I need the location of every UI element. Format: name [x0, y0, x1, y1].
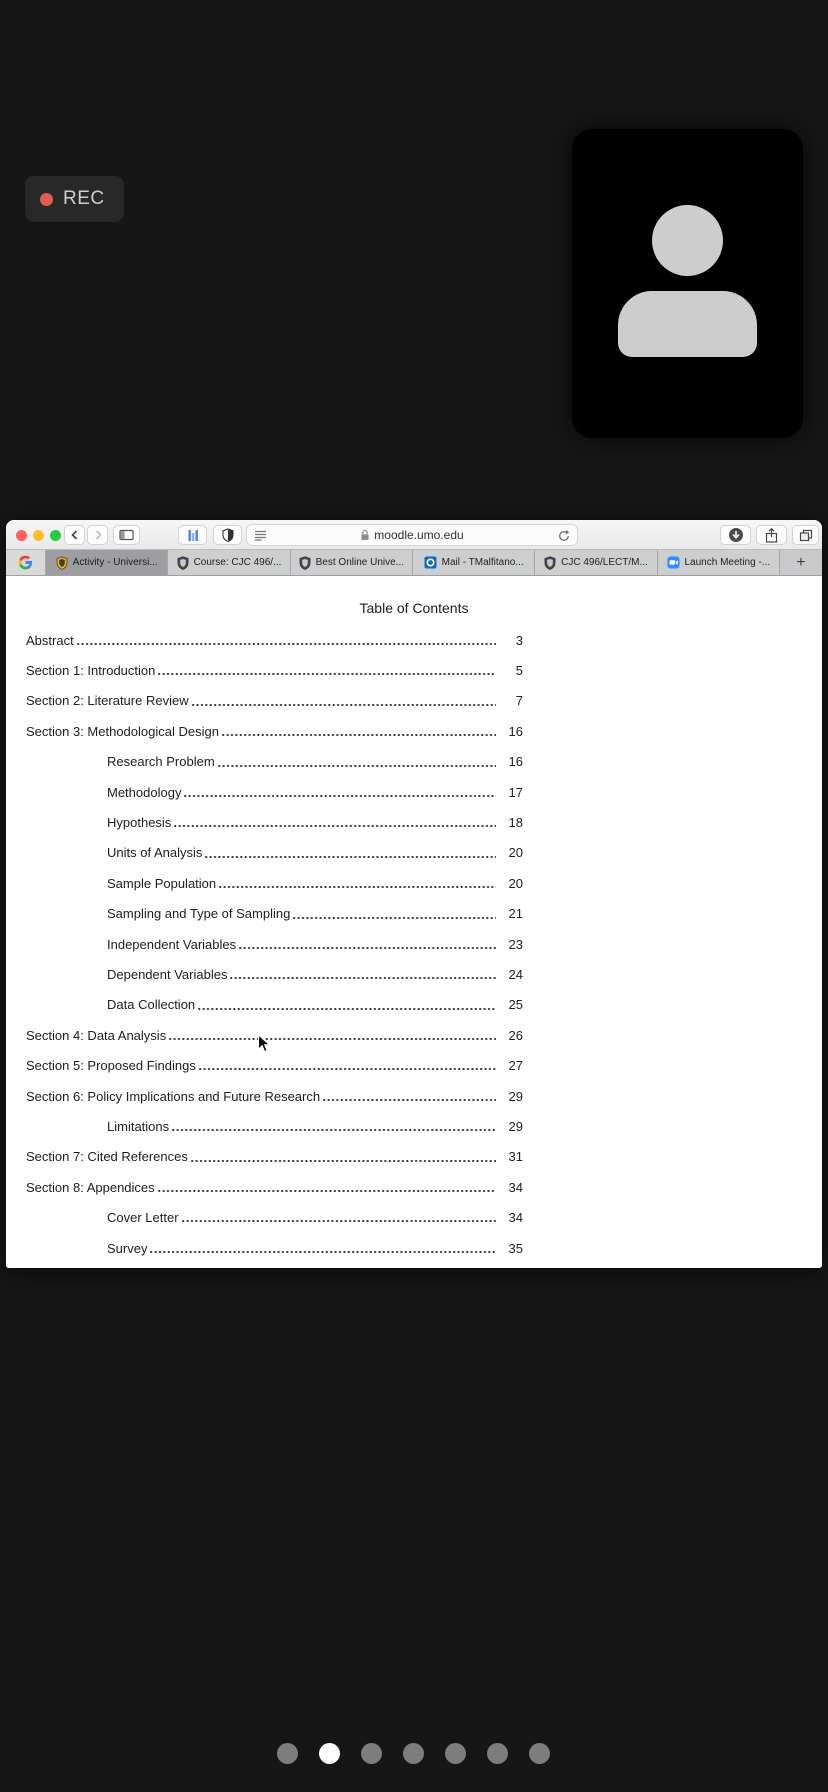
toc-entry: [26, 1202, 523, 1232]
shield-icon: [222, 528, 234, 542]
toc-entry: [26, 838, 523, 868]
toc-entry: [26, 929, 523, 959]
browser-window: [6, 520, 822, 1268]
toc-entry: [26, 777, 523, 807]
share-button[interactable]: [756, 525, 787, 545]
toc-entry-label: Section 4: Data Analysis: [26, 1027, 167, 1043]
tab-favicon-icon: [56, 556, 68, 570]
tab-favicon-icon: [299, 556, 311, 570]
toc-entry-page-number: 17: [508, 784, 523, 800]
document-page: [6, 576, 822, 1268]
toc-entry-page-number: 5: [515, 663, 523, 679]
avatar-torso-icon: [618, 291, 757, 357]
toc-dot-leader: [156, 655, 496, 685]
tabs-icon: [799, 529, 813, 542]
tab-favicon-icon: [667, 556, 680, 569]
toc-dot-leader: [190, 686, 496, 716]
toc-dot-leader: [197, 1050, 496, 1080]
toc-entry: [26, 807, 523, 837]
toc-dot-leader: [203, 838, 496, 868]
recording-label: REC: [63, 188, 105, 209]
document-title: Table of Contents: [359, 600, 469, 616]
toc-entry-page-number: 31: [508, 1149, 523, 1165]
toc-dot-leader: [170, 1111, 496, 1141]
tab-favicon-icon: [424, 556, 437, 569]
toc-dot-leader: [182, 777, 496, 807]
google-favicon: [18, 555, 33, 570]
toc-dot-leader: [217, 868, 496, 898]
download-icon: [728, 527, 744, 543]
toc-entry-page-number: 29: [508, 1088, 523, 1104]
toc-entry-page-number: 20: [508, 845, 523, 861]
browser-tab[interactable]: Best Online Unive...: [291, 550, 413, 575]
page-dot-4[interactable]: [403, 1743, 424, 1764]
page-dot-7[interactable]: [529, 1743, 550, 1764]
window-zoom-button[interactable]: [50, 530, 61, 541]
extension-button-shield[interactable]: [213, 525, 242, 545]
cursor-arrow-icon: [257, 1034, 271, 1054]
toc-entry: [26, 747, 523, 777]
recording-dot-icon: [40, 193, 53, 206]
browser-tab[interactable]: Launch Meeting -...: [658, 550, 780, 575]
toc-entry: [26, 1233, 523, 1263]
address-bar[interactable]: [246, 524, 578, 546]
toc-entry-page-number: 24: [508, 966, 523, 982]
back-button[interactable]: [64, 525, 85, 545]
toc-dot-leader: [216, 747, 496, 777]
toc-entry-label: Section 3: Methodological Design: [26, 723, 219, 739]
refresh-icon: [558, 530, 570, 542]
page-indicator-dots: [277, 1743, 550, 1764]
toc-entry-label: Section 1: Introduction: [26, 663, 156, 679]
avatar-head-icon: [652, 205, 723, 276]
toc-entry: [26, 1142, 523, 1172]
toc-dot-leader: [156, 1172, 496, 1202]
toc-dot-leader: [148, 1233, 496, 1263]
toc-entry-page-number: 20: [508, 875, 523, 891]
toc-entry-page-number: 26: [508, 1027, 523, 1043]
page-dot-1[interactable]: [277, 1743, 298, 1764]
toc-entry-page-number: 35: [508, 1240, 523, 1256]
tab-favicon-icon: [177, 556, 189, 570]
toc-entry: [26, 1172, 523, 1202]
toc-dot-leader: [291, 899, 496, 929]
toc-entry-page-number: 34: [508, 1210, 523, 1226]
toc-entry-label: Section 8: Appendices: [26, 1179, 155, 1195]
toc-entry-page-number: 7: [515, 693, 523, 709]
toc-entry-page-number: 25: [508, 997, 523, 1013]
forward-button[interactable]: [87, 525, 108, 545]
toc-entry: [26, 959, 523, 989]
toc-dot-leader: [220, 716, 496, 746]
toc-entry: [26, 1111, 523, 1141]
toc-entry-label: Hypothesis: [107, 815, 172, 831]
table-of-contents: [26, 625, 523, 1263]
toc-entry-label: Research Problem: [107, 754, 215, 770]
sidebar-toggle-button[interactable]: [113, 525, 140, 545]
toc-entry-label: Dependent Variables: [107, 966, 228, 982]
toc-entry: [26, 1081, 523, 1111]
toc-entry-page-number: 29: [508, 1118, 523, 1134]
toc-entry-label: Section 7: Cited References: [26, 1149, 188, 1165]
webcam-tile: [572, 129, 803, 438]
toc-entry-page-number: 27: [508, 1058, 523, 1074]
browser-tab[interactable]: Activity - Universi...: [46, 550, 168, 575]
toc-dot-leader: [237, 929, 496, 959]
window-minimize-button[interactable]: [33, 530, 44, 541]
toc-entry: [26, 868, 523, 898]
browser-tab[interactable]: Mail - TMalfitano...: [413, 550, 535, 575]
toc-dot-leader: [75, 625, 496, 655]
toc-entry: [26, 625, 523, 655]
url-text: moodle.umo.edu: [374, 528, 464, 542]
toc-entry: [26, 716, 523, 746]
chevron-left-icon: [69, 529, 81, 541]
downloads-button[interactable]: [720, 525, 751, 545]
toc-dot-leader: [196, 990, 496, 1020]
toc-entry: [26, 655, 523, 685]
toc-entry-page-number: 23: [508, 936, 523, 952]
recording-badge: [25, 176, 124, 222]
share-icon: [765, 528, 778, 543]
toc-entry: [26, 899, 523, 929]
toc-dot-leader: [167, 1020, 496, 1050]
page-dot-6[interactable]: [487, 1743, 508, 1764]
toc-entry-label: Survey: [107, 1240, 148, 1256]
tab-overview-button[interactable]: [792, 525, 819, 545]
toc-dot-leader: [172, 807, 496, 837]
toc-entry: [26, 1050, 523, 1080]
refresh-button[interactable]: [558, 530, 570, 542]
page-dot-5[interactable]: [445, 1743, 466, 1764]
toc-entry-label: Abstract: [26, 632, 74, 648]
toc-entry-page-number: 3: [515, 632, 523, 648]
browser-tab[interactable]: Course: CJC 496/...: [168, 550, 290, 575]
toc-entry-page-number: 21: [508, 906, 523, 922]
toc-entry-label: Units of Analysis: [107, 845, 203, 861]
blue-bars-icon: [187, 529, 199, 542]
toc-entry: [26, 1020, 523, 1050]
page-dot-2[interactable]: [319, 1743, 340, 1764]
toc-dot-leader: [228, 959, 496, 989]
new-tab-button[interactable]: +: [796, 553, 806, 571]
window-close-button[interactable]: [16, 530, 27, 541]
pinned-tab-google[interactable]: [6, 550, 46, 575]
page-dot-3[interactable]: [361, 1743, 382, 1764]
toc-entry-page-number: 16: [508, 754, 523, 770]
toc-entry: [26, 686, 523, 716]
toc-entry-label: Section 5: Proposed Findings: [26, 1058, 196, 1074]
toc-entry-label: Limitations: [107, 1118, 170, 1134]
toc-entry-label: Section 6: Policy Implications and Future Research: [26, 1088, 321, 1104]
tab-bar: [6, 550, 822, 576]
extension-button-bars[interactable]: [178, 525, 207, 545]
browser-toolbar: [6, 520, 822, 550]
mouse-cursor: [257, 1034, 271, 1054]
toc-entry-label: Data Collection: [107, 997, 196, 1013]
browser-tab[interactable]: CJC 496/LECT/M...: [535, 550, 657, 575]
toc-dot-leader: [189, 1142, 496, 1172]
toc-entry-label: Cover Letter: [107, 1210, 179, 1226]
lock-icon: [360, 529, 370, 541]
toc-dot-leader: [180, 1202, 496, 1232]
toc-entry-page-number: 16: [508, 723, 523, 739]
toc-entry-page-number: 34: [508, 1179, 523, 1195]
toc-dot-leader: [321, 1081, 496, 1111]
sidebar-icon: [119, 529, 134, 541]
reader-view-icon[interactable]: [255, 530, 267, 541]
toc-entry-page-number: 18: [508, 815, 523, 831]
toc-entry-label: Sample Population: [107, 875, 217, 891]
toc-entry: [26, 990, 523, 1020]
toc-entry-label: Methodology: [107, 784, 182, 800]
toc-entry-label: Sampling and Type of Sampling: [107, 906, 291, 922]
chevron-right-icon: [92, 529, 104, 541]
toc-entry-label: Independent Variables: [107, 936, 237, 952]
toc-entry-label: Section 2: Literature Review: [26, 693, 189, 709]
tab-favicon-icon: [544, 556, 556, 570]
